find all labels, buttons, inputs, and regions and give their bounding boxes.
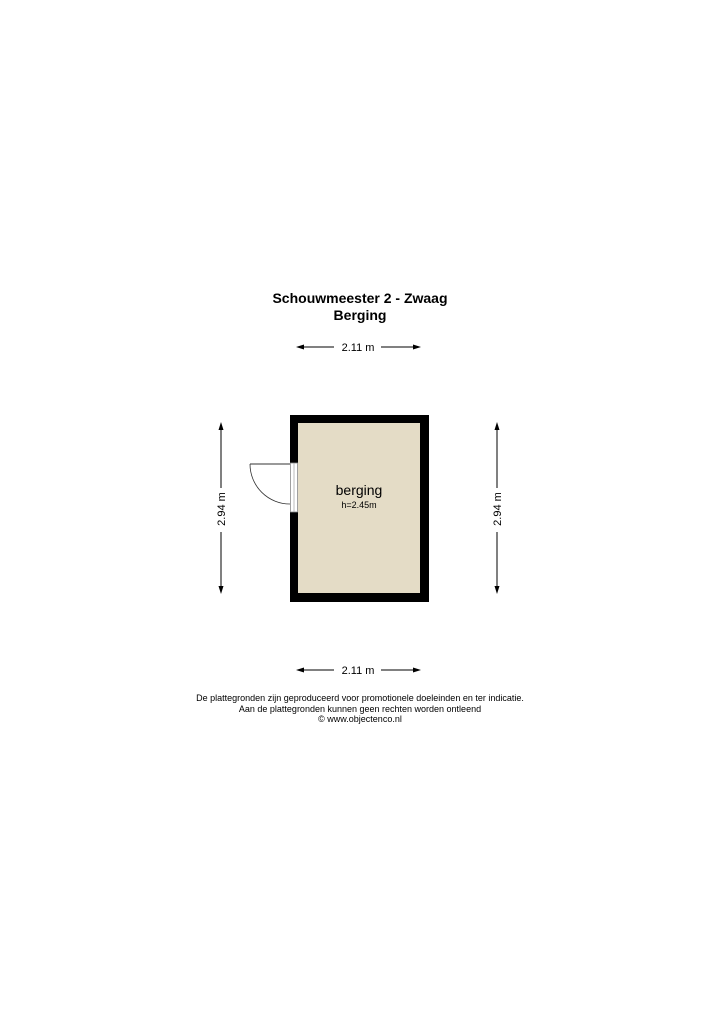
dimension-right-label: 2.94 m (492, 492, 504, 526)
plan-title: Schouwmeester 2 - Zwaag (272, 290, 448, 306)
room-height: h=2.45m (341, 500, 377, 510)
disclaimer-line-1: De plattegronden zijn geproduceerd voor promotionele doeleinden en ter indicatie. (196, 693, 524, 703)
disclaimer-line-3: © www.objectenco.nl (318, 714, 402, 724)
disclaimer-line-2: Aan de plattegronden kunnen geen rechten worden ontleend (238, 703, 482, 714)
dimension-left (216, 422, 228, 594)
room-name: berging (335, 482, 383, 498)
dimension-top-label: 2.11 m (341, 342, 375, 354)
dimension-bottom-label: 2.11 m (341, 665, 375, 677)
dimension-top (296, 342, 421, 354)
plan-subtitle: Berging (333, 307, 387, 323)
dimension-bottom (296, 665, 421, 677)
door (250, 463, 298, 512)
dimension-left-label: 2.94 m (216, 492, 228, 526)
dimension-right (492, 422, 504, 594)
disclaimer (0, 693, 720, 725)
